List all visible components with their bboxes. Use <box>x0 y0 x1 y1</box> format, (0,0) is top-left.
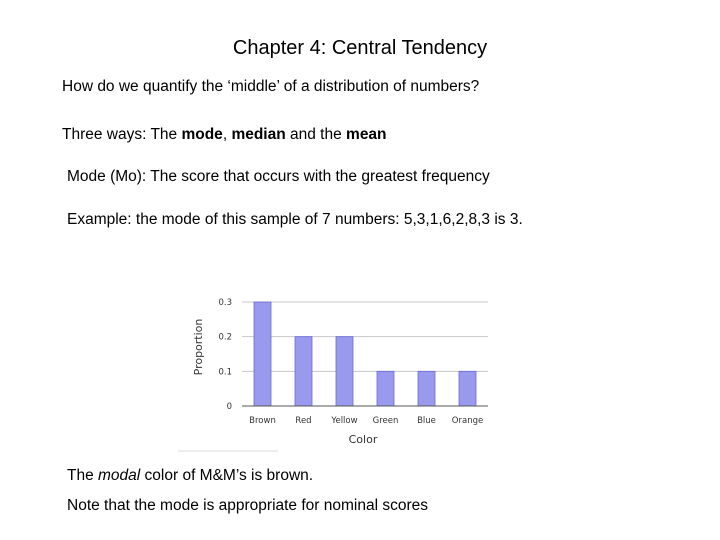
x-tick-label: Orange <box>451 416 484 426</box>
x-tick-label: Blue <box>417 416 436 426</box>
three-ways-sep1: , <box>222 126 232 143</box>
bar-red <box>295 337 312 406</box>
three-ways-mode: mode <box>181 126 223 143</box>
grid-lines <box>242 302 488 371</box>
example-text: Example: the mode of this sample of 7 numbers: 5,3,1,6,2,8,3 is 3. <box>67 211 523 228</box>
x-tick-label: Brown <box>249 416 276 426</box>
mode-definition-text: The score that occurs with the greatest frequency <box>146 168 490 185</box>
modal-note <box>67 467 313 485</box>
modal-note-pre: The <box>67 467 99 484</box>
y-tick-label: 0.3 <box>218 298 232 308</box>
three-ways-sep2: and the <box>285 126 347 143</box>
y-tick-label: 0.2 <box>218 332 232 343</box>
mode-term: Mode (Mo): <box>67 168 147 185</box>
bar-chart <box>178 285 498 453</box>
bar-yellow <box>336 337 353 406</box>
x-tick-label: Yellow <box>331 416 358 426</box>
bar-brown <box>254 302 271 406</box>
x-tick-label: Green <box>372 416 399 426</box>
x-axis-label: Color <box>348 433 378 446</box>
y-axis-label: Proportion <box>192 318 205 376</box>
bar-green <box>377 371 394 406</box>
bars <box>254 302 476 406</box>
nominal-note: Note that the mode is appropriate for nominal scores <box>67 497 428 514</box>
page-title: Chapter 4: Central Tendency <box>232 37 488 59</box>
y-tick-labels <box>218 298 232 412</box>
x-tick-labels <box>249 416 483 426</box>
question-text: How do we quantify the ‘middle’ of a distribution of numbers? <box>62 78 480 95</box>
three-ways-prefix: Three ways: The <box>62 126 182 143</box>
y-tick-label: 0.1 <box>218 367 232 378</box>
modal-note-italic: modal <box>98 467 141 484</box>
three-ways-mean: mean <box>346 126 387 143</box>
x-tick-label: Red <box>295 416 312 426</box>
y-tick-label: 0 <box>226 402 232 412</box>
modal-note-post: color of M&M’s is brown. <box>140 467 314 484</box>
mode-definition <box>67 168 490 186</box>
three-ways-line <box>62 126 387 144</box>
three-ways-median: median <box>231 126 286 143</box>
bar-blue <box>418 371 435 406</box>
bar-orange <box>459 371 476 406</box>
